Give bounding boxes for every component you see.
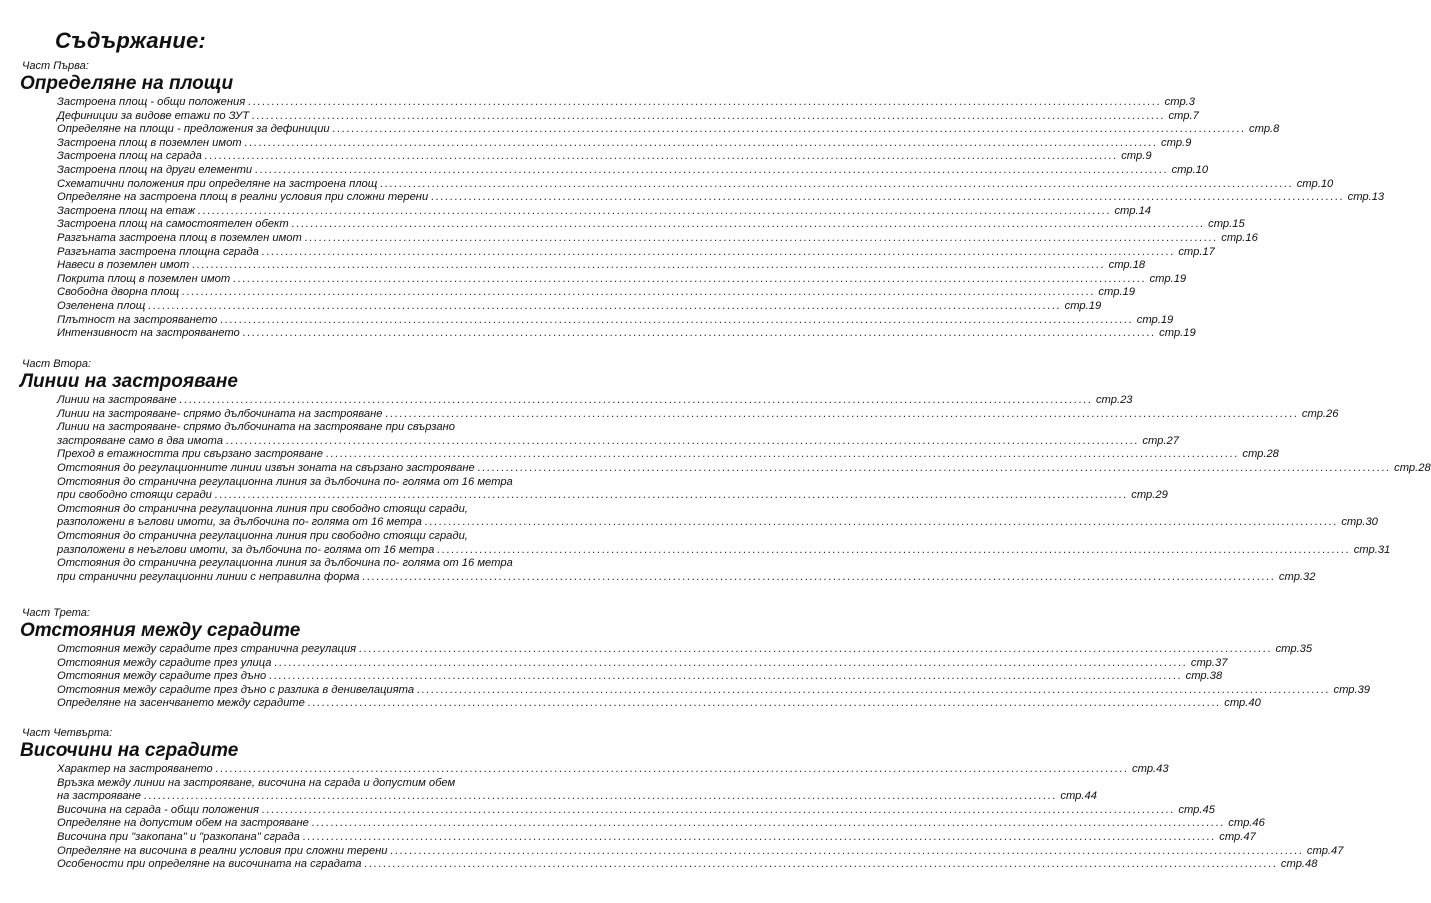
- toc-page-number: стр.35: [1275, 643, 1313, 655]
- toc-entry[interactable]: [57, 232, 1258, 246]
- part-title: Линии на застрояване: [20, 371, 238, 392]
- dot-leader: [252, 110, 1165, 124]
- toc-page-number: стр.47: [1219, 831, 1256, 843]
- toc-page-number: стр.13: [1347, 191, 1385, 204]
- toc-entry-text: при странични регулационни линии с неправилна форма: [57, 570, 360, 583]
- toc-entry-text: на застрояване: [57, 790, 141, 803]
- toc-entry-text: Навеси в поземлен имот: [57, 259, 190, 272]
- dot-leader: [182, 286, 1095, 300]
- toc-entry[interactable]: [57, 803, 1215, 818]
- toc-page-number: стр.44: [1060, 790, 1097, 803]
- dot-leader: [144, 790, 1057, 804]
- toc-entry[interactable]: [57, 177, 1334, 192]
- toc-entry-text: застрояване само в два имота: [57, 434, 223, 447]
- toc-entry-line: [57, 777, 582, 791]
- toc-entry[interactable]: [57, 683, 1371, 698]
- toc-page-number: стр.18: [1108, 259, 1146, 272]
- toc-page-number: стр.9: [1161, 136, 1192, 149]
- dot-leader: [215, 489, 1128, 503]
- dot-leader: [308, 697, 1221, 711]
- toc-entry-text: Височина при "закопана" и "разкопана" сграда: [57, 831, 300, 843]
- toc-entry[interactable]: [57, 489, 1168, 503]
- toc-entry[interactable]: [57, 96, 1195, 110]
- dot-leader: [226, 435, 1139, 449]
- toc-page-number: стр.14: [1114, 204, 1152, 217]
- toc-page-number: стр.19: [1064, 300, 1102, 312]
- dot-leader: [303, 831, 1216, 845]
- toc-entry-line: [57, 503, 582, 517]
- toc-entry-line: [57, 530, 582, 544]
- toc-entry-text: Отстояния между сградите през дъно: [57, 670, 267, 683]
- toc-entry[interactable]: [57, 407, 1339, 422]
- toc-entry-text: Схематични положения при определяне на застроена площ: [57, 177, 378, 190]
- toc-entry[interactable]: [57, 286, 1135, 300]
- toc-entry[interactable]: [57, 790, 1097, 804]
- toc-entry-text: Разгъната застроена площна сграда: [57, 245, 259, 258]
- toc-entry-text: при свободно стоящи сгради: [57, 489, 212, 502]
- toc-page-number: стр.27: [1142, 434, 1179, 447]
- toc-entry-text: Отстояния до странична регулационна линия за дълбочина по- голяма от 16 метра: [57, 475, 513, 488]
- toc-entry-text: Застроена площ на самостоятелен обект: [57, 218, 289, 231]
- toc-entry[interactable]: [57, 123, 1280, 137]
- toc-entry[interactable]: [57, 218, 1245, 232]
- dot-leader: [205, 150, 1118, 164]
- part-label: Част Четвърта:: [22, 727, 113, 739]
- toc-entry-text: Застроена площ в поземлен имот: [57, 136, 242, 149]
- toc-entry[interactable]: [57, 697, 1261, 711]
- toc-page-number: стр.39: [1333, 683, 1371, 696]
- toc-entry-text: разположени в ъглови имоти, за дълбочина по- голяма от 16 метра: [57, 516, 422, 529]
- toc-entry[interactable]: [57, 259, 1146, 273]
- dot-leader: [425, 516, 1338, 530]
- toc-page-number: стр.19: [1098, 286, 1135, 299]
- dot-leader: [245, 137, 1158, 151]
- toc-entry-text: Плътност на застрояването: [57, 313, 218, 326]
- toc-entry[interactable]: [57, 394, 1133, 408]
- toc-page-number: стр.9: [1121, 150, 1152, 163]
- toc-page-number: стр.10: [1296, 177, 1334, 190]
- toc-page-number: стр.30: [1341, 516, 1378, 529]
- toc-entry-text: Покрита площ в поземлен имот: [57, 272, 231, 285]
- part-label: Част Първа:: [22, 60, 89, 72]
- toc-page-number: стр.23: [1095, 394, 1133, 406]
- dot-leader: [216, 763, 1129, 777]
- toc-page-number: стр.29: [1131, 489, 1168, 502]
- toc-entry[interactable]: [57, 817, 1265, 831]
- toc-entry[interactable]: [57, 204, 1152, 219]
- toc-entry-text: Характер на застрояването: [57, 763, 213, 775]
- toc-page-number: стр.31: [1353, 543, 1391, 556]
- toc-entry-line: [57, 421, 582, 435]
- toc-entry-text: Връзка между линии на застрояване, височина на сграда и допустим обем: [57, 776, 456, 789]
- toc-title: Съдържание:: [55, 28, 206, 53]
- toc-entry[interactable]: [57, 763, 1169, 777]
- dot-leader: [312, 817, 1225, 831]
- dot-leader: [198, 205, 1111, 219]
- part-title: Височини на сградите: [20, 740, 239, 761]
- dot-leader: [326, 448, 1239, 462]
- dot-leader: [243, 327, 1156, 341]
- toc-entry[interactable]: [57, 313, 1174, 328]
- toc-page-number: стр.10: [1171, 164, 1209, 176]
- toc-entry-line: [57, 557, 582, 571]
- toc-entry[interactable]: [57, 516, 1378, 530]
- dot-leader: [262, 804, 1175, 818]
- part-title: Отстояния между сградите: [20, 620, 301, 641]
- dot-leader: [386, 408, 1299, 422]
- toc-page-number: стр.7: [1168, 109, 1199, 122]
- dot-leader: [248, 96, 1161, 110]
- dot-leader: [380, 178, 1293, 192]
- toc-entry[interactable]: [57, 272, 1187, 287]
- toc-entry[interactable]: [57, 462, 1431, 476]
- part-title: Определяне на площи: [20, 73, 234, 94]
- toc-entry-text: Отстояния до странична регулационна линия при свободно стоящи сгради,: [57, 530, 468, 542]
- toc-entry-text: Височина на сграда - общи положения: [57, 803, 259, 816]
- toc-entry-text: Застроена площ на други елементи: [57, 164, 253, 176]
- toc-entry-line: [57, 476, 582, 490]
- toc-page-number: стр.19: [1136, 313, 1174, 326]
- toc-entry-text: Определяне на височина в реални условия при сложни терени: [57, 844, 388, 857]
- toc-page-number: стр.3: [1164, 96, 1195, 108]
- dot-leader: [220, 314, 1133, 328]
- dot-leader: [333, 123, 1246, 137]
- dot-leader: [233, 273, 1146, 287]
- dot-leader: [431, 191, 1344, 205]
- toc-entry[interactable]: [57, 670, 1223, 684]
- toc-entry[interactable]: [57, 656, 1228, 671]
- dot-leader: [391, 845, 1304, 859]
- dot-leader: [437, 544, 1350, 558]
- toc-entry[interactable]: [57, 831, 1256, 845]
- toc-entry[interactable]: [57, 448, 1279, 462]
- part-label: Част Трета:: [22, 607, 90, 619]
- toc-entry[interactable]: [57, 164, 1209, 178]
- toc-page-number: стр.40: [1224, 697, 1261, 710]
- toc-page-number: стр.28: [1394, 462, 1431, 474]
- toc-entry-text: Застроена площ на етаж: [57, 204, 196, 217]
- toc-entry[interactable]: [57, 858, 1318, 872]
- toc-page-number: стр.48: [1280, 858, 1318, 871]
- toc-entry-text: Свободна дворна площ: [57, 286, 179, 299]
- toc-entry-text: Интензивност на застрояването: [57, 327, 240, 340]
- toc-page-number: стр.19: [1159, 327, 1196, 340]
- toc-entry[interactable]: [57, 543, 1391, 558]
- toc-page-number: стр.26: [1301, 407, 1339, 420]
- toc-page-number: стр.28: [1242, 448, 1279, 461]
- toc-page-number: стр.46: [1228, 817, 1265, 830]
- toc-page-number: стр.32: [1278, 570, 1316, 583]
- toc-entry[interactable]: [57, 245, 1215, 260]
- toc-entry-text: Особености при определяне на височината на сградата: [57, 858, 362, 871]
- dot-leader: [255, 164, 1168, 178]
- dot-leader: [292, 218, 1205, 232]
- toc-entry[interactable]: [57, 300, 1102, 314]
- toc-entry[interactable]: [57, 136, 1192, 151]
- toc-entry-text: Разгъната застроена площ в поземлен имот: [57, 232, 302, 244]
- toc-entry[interactable]: [57, 109, 1199, 124]
- toc-entry-text: Отстояния до странична регулационна линия при свободно стоящи сгради,: [57, 502, 468, 515]
- dot-leader: [269, 670, 1182, 684]
- toc-entry-text: Определяне на засенчването между сградите: [57, 697, 305, 710]
- toc-entry-text: Линии на застрояване: [57, 394, 177, 406]
- toc-entry-text: Определяне на площи - предложения за дефиниции: [57, 123, 330, 136]
- toc-entry-text: Преход в етажността при свързано застрояване: [57, 448, 323, 461]
- toc-entry-text: Застроена площ - общи положения: [57, 96, 246, 108]
- toc-page-number: стр.45: [1178, 803, 1215, 816]
- toc-page-number: стр.19: [1149, 272, 1187, 285]
- toc-entry[interactable]: [57, 643, 1313, 657]
- toc-page-number: стр.47: [1306, 844, 1344, 857]
- dot-leader: [262, 246, 1175, 260]
- dot-leader: [478, 462, 1391, 476]
- toc-entry[interactable]: [57, 570, 1316, 585]
- toc-entry[interactable]: [57, 191, 1385, 205]
- toc-entry-text: Застроена площ на сграда: [57, 150, 202, 163]
- toc-entry-text: Определяне на допустим обем на застрояване: [57, 817, 309, 830]
- dot-leader: [365, 858, 1278, 872]
- toc-entry-text: Линии на застрояване- спрямо дълбочината на застрояване при свързано: [57, 421, 455, 434]
- toc-page-number: стр.15: [1208, 218, 1245, 231]
- dot-leader: [274, 657, 1187, 671]
- dot-leader: [363, 571, 1276, 585]
- toc-page-number: стр.37: [1190, 656, 1228, 669]
- dot-leader: [180, 394, 1093, 408]
- toc-entry[interactable]: [57, 434, 1179, 449]
- toc-page-number: стр.8: [1249, 123, 1280, 136]
- toc-entry[interactable]: [57, 150, 1152, 164]
- dot-leader: [417, 684, 1330, 698]
- toc-page-number: стр.16: [1221, 232, 1258, 244]
- toc-page-number: стр.43: [1132, 763, 1169, 775]
- toc-entry-text: Отстояния между сградите през улица: [57, 656, 272, 669]
- toc-entry[interactable]: [57, 327, 1196, 341]
- toc-entry[interactable]: [57, 844, 1344, 859]
- dot-leader: [192, 259, 1105, 273]
- dot-leader: [148, 300, 1061, 314]
- toc-entry-text: Отстояния между сградите през дъно с разлика в денивелацията: [57, 683, 415, 696]
- toc-entry-text: Отстояния до регулационните линии извън зоната на свързано застрояване: [57, 462, 475, 474]
- toc-entry-text: Отстояния до странична регулационна линия за дълбочина по- голяма от 16 метра: [57, 557, 513, 570]
- part-label: Част Втора:: [22, 358, 92, 370]
- dot-leader: [305, 232, 1218, 246]
- toc-entry-text: Линии на застрояване- спрямо дълбочината на застрояване: [57, 407, 383, 420]
- toc-page-number: стр.38: [1185, 670, 1223, 683]
- toc-entry-text: разположени в неъглови имоти, за дълбочина по- голяма от 16 метра: [57, 543, 435, 556]
- toc-entry-text: Дефиниции за видове етажи по ЗУТ: [57, 109, 250, 122]
- dot-leader: [359, 643, 1272, 657]
- toc-entry-text: Озеленена площ: [57, 300, 146, 312]
- toc-page-number: стр.17: [1178, 245, 1215, 258]
- toc-entry-text: Отстояния между сградите през странична регулация: [57, 643, 357, 655]
- toc-entry-text: Определяне на застроена площ в реални условия при сложни терени: [57, 191, 429, 204]
